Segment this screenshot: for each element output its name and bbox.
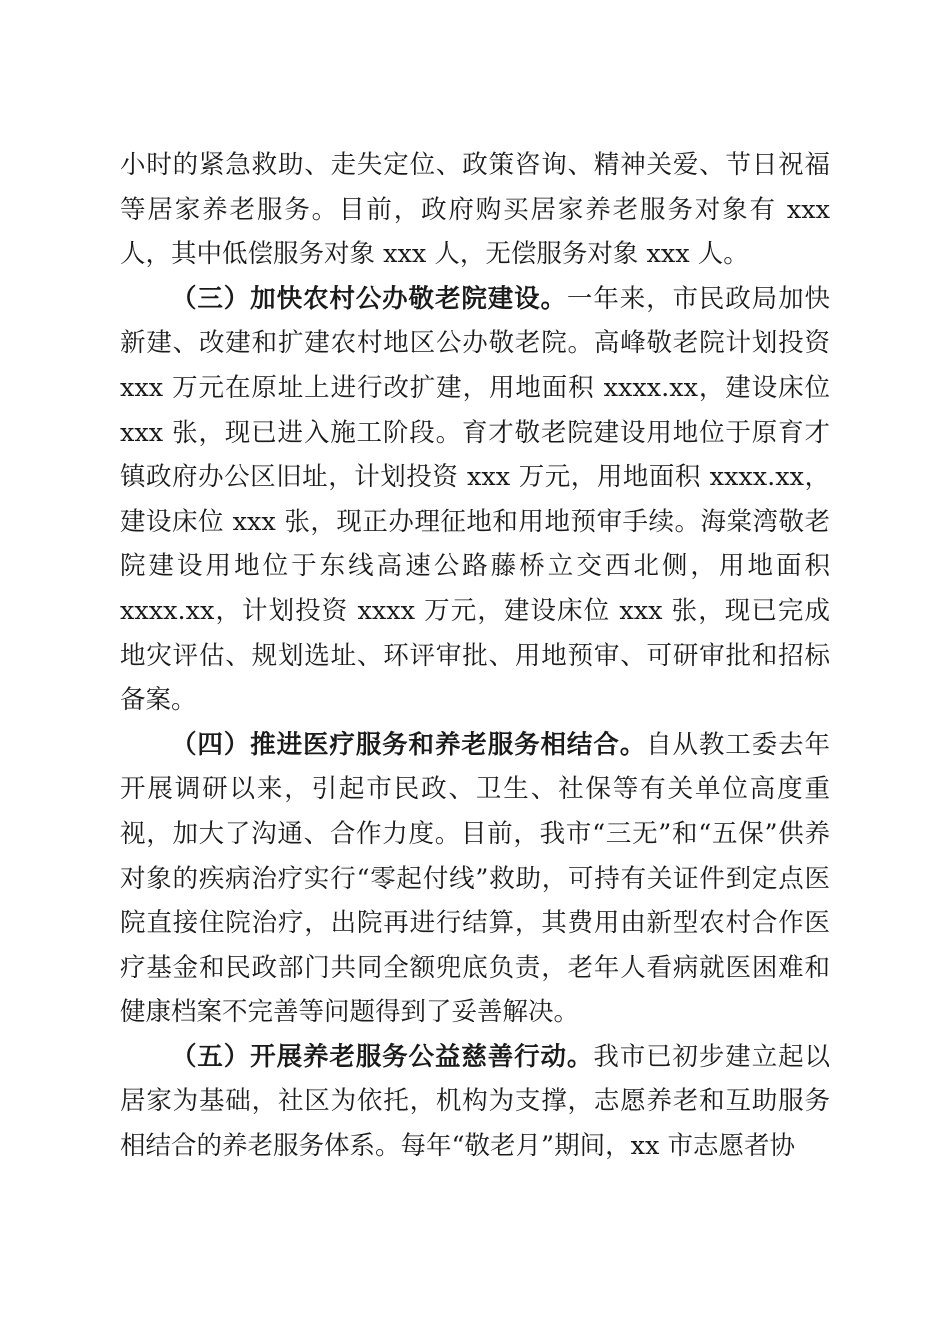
paragraph-text: 我市已初步建立起以居家为基础，社区为依托，机构为支撑，志愿养老和互助服务相结合的养老服务体系。每年“敬老月”期间，xx 市志愿者协 bbox=[120, 1041, 830, 1162]
section-heading: （四）推进医疗服务和养老服务相结合。 bbox=[171, 729, 647, 760]
paragraph-section-5 bbox=[120, 1035, 830, 1169]
paragraph-section-4 bbox=[120, 723, 830, 1035]
paragraph-text: 小时的紧急救助、走失定位、政策咨询、精神关爱、节日祝福等居家养老服务。目前，政府购买居家养老服务对象有 xxx 人，其中低偿服务对象 xxx 人，无偿服务对象 xxx 人。 bbox=[120, 150, 830, 270]
paragraph-text: 一年来，市民政局加快新建、改建和扩建农村地区公办敬老院。高峰敬老院计划投资 xxx 万元在原址上进行改扩建，用地面积 xxxx.xx，建设床位 xxx 张，现已进入施工阶段。育才敬老院建设用地位于原育才镇政府办公区旧址，计划投资 xxx 万元，用地面积 xxxx.xx，建设床位 xxx 张，现正办理征地和用地预审手续。海棠湾敬老院建设用地位于东线高速公路藤桥立交西北侧，用地面积 xxxx.xx，计划投资 xxxx 万元，建设床位 xxx 张，现已完成地灾评估、规划选址、环评审批、用地预审、可研审批和招标备案。 bbox=[120, 283, 830, 716]
document-body bbox=[120, 143, 830, 1169]
paragraph-continuation bbox=[120, 143, 830, 277]
section-heading: （三）加快农村公办敬老院建设。 bbox=[171, 283, 567, 314]
paragraph-text: 自从教工委去年开展调研以来，引起市民政、卫生、社保等有关单位高度重视，加大了沟通、合作力度。目前，我市“三无”和“五保”供养对象的疾病治疗实行“零起付线”救助，可持有关证件到定点医院直接住院治疗，出院再进行结算，其费用由新型农村合作医疗基金和民政部门共同全额兜底负责，老年人看病就医困难和健康档案不完善等问题得到了妥善解决。 bbox=[120, 729, 830, 1028]
section-heading: （五）开展养老服务公益慈善行动。 bbox=[171, 1041, 594, 1072]
paragraph-section-3 bbox=[120, 277, 830, 723]
